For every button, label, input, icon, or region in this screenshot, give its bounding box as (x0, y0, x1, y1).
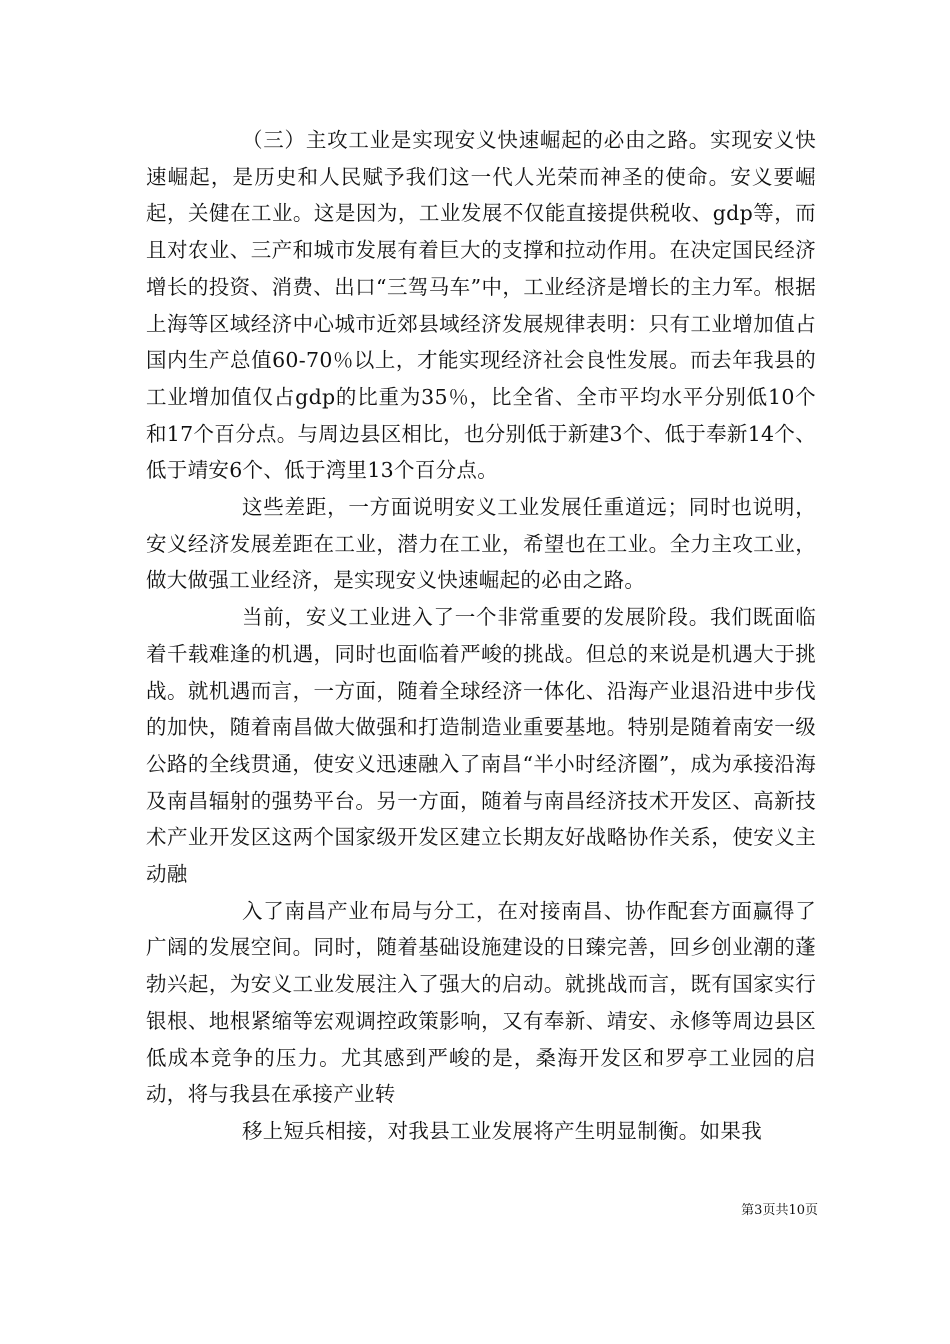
document-body (146, 122, 816, 1150)
paragraph-5: 移上短兵相接，对我县工业发展将产生明显制衡。如果我 (242, 1118, 762, 1143)
paragraph-1: （三）主攻工业是实现安义快速崛起的必由之路。实现安义快速崛起，是历史和人民赋予我们这一代人光荣而神圣的使命。安义要崛起，关健在工业。这是因为，工业发展不仅能直接提供税收、gdp等，而且对农业、三产和城市发展有着巨大的支撑和拉动作用。在决定国民经济增长的投资、消费、出口“三驾马车”中，工业经济是增长的主力军。根据上海等区域经济中心城市近郊县域经济发展规律表明：只有工业增加值占国内生产总值60-70％以上，才能实现经济社会良性发展。而去年我县的工业增加值仅占gdp的比重为35％，比全省、全市平均水平分别低10个和17个百分点。与周边县区相比，也分别低于新建3个、低于奉新14个、低于靖安6个、低于湾里13个百分点。 (146, 128, 816, 483)
paragraph-2: 这些差距，一方面说明安义工业发展任重道远；同时也说明，安义经济发展差距在工业，潜力在工业，希望也在工业。全力主攻工业，做大做强工业经济，是实现安义快速崛起的必由之路。 (146, 495, 816, 593)
page-number-footer: 第3页共10页 (741, 1203, 818, 1218)
paragraph-4: 入了南昌产业布局与分工，在对接南昌、协作配套方面赢得了广阔的发展空间。同时，随着基础设施建设的日臻完善，回乡创业潮的蓬勃兴起，为安义工业发展注入了强大的启动。就挑战而言，既有国家实行银根、地根紧缩等宏观调控政策影响，又有奉新、靖安、永修等周边县区低成本竞争的压力。尤其感到严峻的是，桑海开发区和罗亭工业园的启动，将与我县在承接产业转 (146, 898, 816, 1107)
paragraph-3: 当前，安义工业进入了一个非常重要的发展阶段。我们既面临着千载难逢的机遇，同时也面临着严峻的挑战。但总的来说是机遇大于挑战。就机遇而言，一方面，随着全球经济一体化、沿海产业退沿进中步伐的加快，随着南昌做大做强和打造制造业重要基地。特别是随着南安一级公路的全线贯通，使安义迅速融入了南昌“半小时经济圈”，成为承接沿海及南昌辐射的强势平台。另一方面，随着与南昌经济技术开发区、高新技术产业开发区这两个国家级开发区建立长期友好战略协作关系，使安义主动融 (146, 605, 816, 887)
